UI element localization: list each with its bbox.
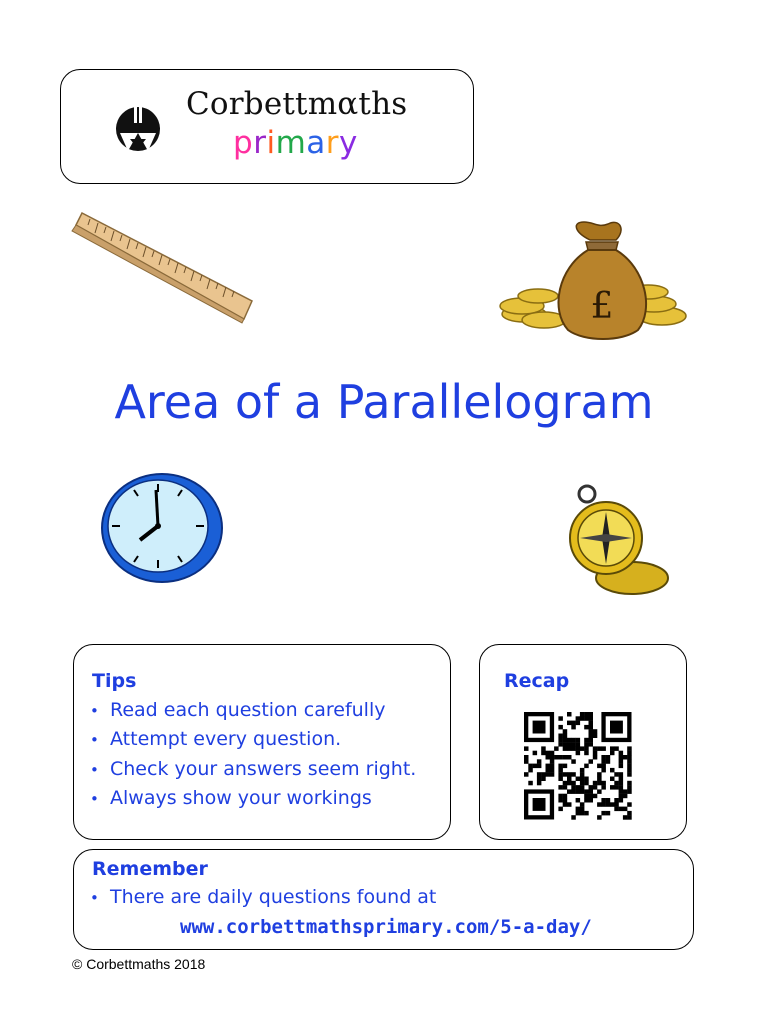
tip-text: Read each question carefully — [110, 699, 386, 721]
tip-item: • Check your answers seem right. — [90, 758, 417, 780]
logo-subtitle-letter: a — [306, 125, 326, 161]
tip-item: • Read each question carefully — [90, 699, 386, 721]
clock-icon — [96, 472, 226, 584]
remember-heading: Remember — [92, 858, 208, 880]
qr-code-icon[interactable] — [524, 712, 636, 820]
logo-subtitle-letter: r — [253, 125, 267, 161]
tip-text: Attempt every question. — [110, 728, 342, 750]
compass-icon — [562, 482, 672, 602]
copyright-text: © Corbettmaths 2018 — [72, 956, 206, 972]
logo-subtitle-letter: p — [233, 125, 254, 161]
logo-brand: Corbettmαths — [186, 86, 408, 122]
logo-subtitle — [233, 125, 358, 161]
five-a-day-link[interactable]: www.corbettmathsprimary.com/5-a-day/ — [180, 916, 592, 938]
logo-subtitle-letter: r — [325, 125, 340, 161]
money-bag-icon — [498, 218, 693, 342]
logo-subtitle-letter: y — [339, 125, 358, 161]
page-title: Area of a Parallelogram — [114, 375, 654, 429]
remember-text: There are daily questions found at — [110, 886, 437, 908]
tip-text: Check your answers seem right. — [110, 758, 417, 780]
logo-subtitle-letter: m — [275, 125, 307, 161]
tips-heading: Tips — [92, 670, 137, 692]
tip-text: Always show your workings — [110, 787, 372, 809]
svg-text:£: £ — [590, 286, 614, 327]
tip-item: • Always show your workings — [90, 787, 372, 809]
recap-heading: Recap — [504, 670, 570, 692]
logo-icon — [110, 103, 166, 153]
ruler-icon — [68, 205, 254, 327]
remember-item: • There are daily questions found at — [90, 886, 437, 908]
tip-item: • Attempt every question. — [90, 728, 342, 750]
logo-subtitle-letter: i — [266, 125, 276, 161]
